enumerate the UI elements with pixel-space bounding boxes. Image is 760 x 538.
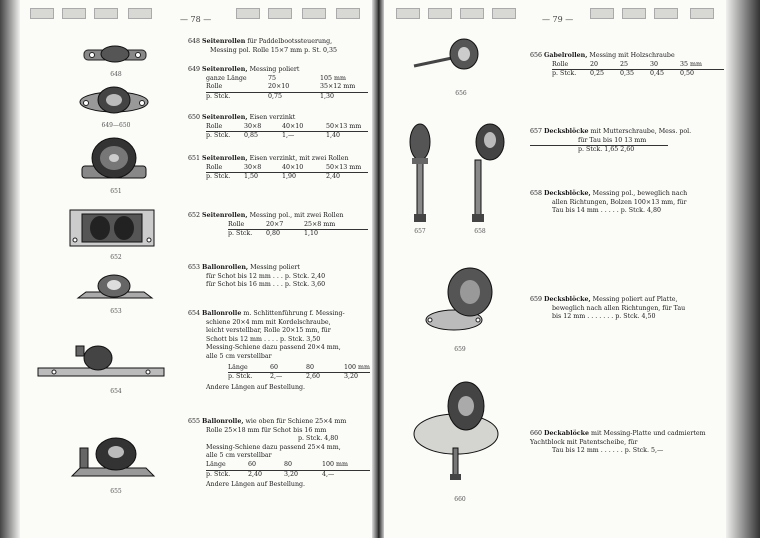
balloon-roller-655-image	[68, 428, 158, 486]
entry-653: 653 Ballonrollen, Messing poliert für Schot bis 12 mm . . . p. Stck. 2,40 für Schot bis 16 mm . . . p. Stck. 3,60	[188, 264, 326, 289]
right-page-number: — 79 —	[542, 15, 574, 24]
caption-655: 655	[110, 488, 122, 495]
deck-block-659-image	[414, 258, 504, 340]
caption-653: 653	[110, 308, 122, 315]
caption-652: 652	[110, 254, 122, 261]
caption-659: 659	[454, 346, 466, 353]
page-edge-left	[0, 0, 20, 538]
side-roller-651-image	[76, 136, 152, 186]
entry-658: 658 Decksblöcke, Messing pol., beweglich nach allen Richtungen, Bolzen 100×13 mm, für Tau bis 14 mm . . . . . p. Stck. 4,80	[530, 190, 688, 215]
entry-651: 651 Seitenrollen, Eisen verzinkt, mit zwei Rollen Rolle 30×8 40×10 50×13 mm p. Stck. 1,50 1,90 2,40	[188, 155, 368, 182]
caption-649-650: 649—650	[101, 122, 131, 129]
entry-649: 649 Seitenrollen, Messing poliert ganze Länge 75 105 mm Rolle 20×10 35×12 mm p. Stck. 0,75 1,30	[188, 66, 368, 101]
deck-block-657-image	[400, 118, 440, 228]
book-gutter	[372, 0, 384, 538]
left-page-number: — 78 —	[180, 15, 212, 24]
balloon-roller-654-image	[36, 340, 166, 384]
caption-656: 656	[455, 90, 467, 97]
entry-659: 659 Decksblöcke, Messing poliert auf Platte, beweglich nach allen Richtungen, für Tau bis 12 mm . . . . . . . p. Stck. 4,50	[530, 296, 686, 321]
caption-654: 654	[110, 388, 122, 395]
side-roller-649-image	[76, 84, 152, 118]
entry-656: 656 Gabelrollen, Messing mit Holzschraube Rolle 20 25 30 35 mm p. Stck. 0,25 0,35 0,45 0,50	[530, 52, 724, 79]
entry-660: 660 Deckablöcke mit Messing-Platte und cadmiertem Yachtblock mit Patentscheibe, für Tau bis 12 mm . . . . . . p. Stck. 5,—	[530, 430, 706, 455]
entry-648: 648 Seitenrollen für Paddelbootssteuerung, Messing pol. Rolle 15×7 mm p. St. 0,35	[188, 38, 338, 54]
balloon-roller-653-image	[74, 272, 156, 304]
side-roller-652-image	[66, 204, 158, 252]
page-edge-right	[726, 0, 760, 538]
deck-block-658-image	[458, 118, 514, 228]
caption-648: 648	[110, 71, 122, 78]
fork-roller-656-image	[412, 36, 488, 80]
entry-650: 650 Seitenrollen, Eisen verzinkt Rolle 30×8 40×10 50×13 mm p. Stck. 0,85 1,— 1,40	[188, 114, 368, 141]
caption-651: 651	[110, 188, 122, 195]
side-roller-648-image	[80, 40, 150, 68]
entry-657: 657 Decksblöcke mit Mutterschraube, Mess. pol. für Tau bis 10 13 mm p. Stck. 1,65 2,60	[530, 128, 692, 154]
caption-660: 660	[454, 496, 466, 503]
caption-658: 658	[474, 228, 486, 235]
entry-654: 654 Ballonrolle m. Schlittenführung f. Messing- schiene 20×4 mm mit Kordelschraube, leicht verstellbar, Rolle 20×15 mm, für Schott bis 12 mm . . . . p. Stck. 3,50 Messing-Schiene dazu passend 20×4 mm, alle 5 cm verstellbar Länge 60 80 100 mm p. Stck. 2,— 2,60 3,20 Andere Längen auf Bestellung.	[188, 310, 370, 391]
deck-block-660-image	[408, 378, 508, 490]
caption-657: 657	[414, 228, 426, 235]
entry-652: 652 Seitenrollen, Messing pol., mit zwei Rollen Rolle 20×7 25×8 mm p. Stck. 0,80 1,10	[188, 212, 368, 239]
entry-655: 655 Ballonrolle, wie oben für Schiene 25×4 mm Rolle 25×18 mm für Schot bis 16 mm p. Stck. 4,80 Messing-Schiene dazu passend 25×4 mm, alle 5 cm verstellbar Länge 60 80 100 mm p. Stck. 2,40 3,20 4,— Andere Längen auf Bestellung.	[188, 418, 370, 490]
